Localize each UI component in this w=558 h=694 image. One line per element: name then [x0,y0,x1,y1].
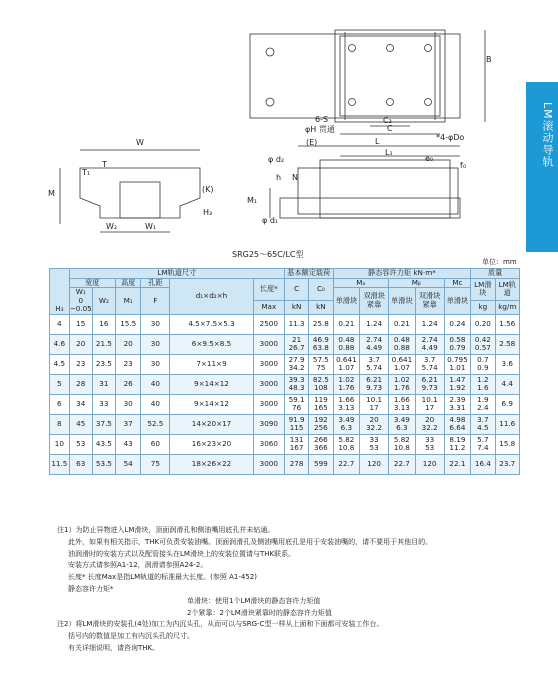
cell-W1: 23 [69,354,92,374]
table-row [50,374,520,394]
cell-W1: 63 [69,454,92,474]
cell-C0: 192 256 [309,414,333,434]
cell-lmb: 0.42 0.57 [471,334,495,354]
dim-e0: e₀ [425,154,434,163]
dim-T: T [102,160,107,169]
th-H3: H₃ [50,269,70,315]
cell-ma2: 3.7 5.74 [360,354,389,374]
note-1d: 安装方式请参照A1-12，润滑请参照A24-2。 [68,561,208,570]
cell-F: 30 [141,314,170,334]
th-single1: 单滑块 [333,288,360,315]
th-F: F [141,288,170,315]
cell-d: 6×9.5×8.5 [170,334,253,354]
cell-ma1: 1.02 1.76 [333,374,360,394]
cell-H3: 11.5 [50,454,70,474]
cell-C0: 599 [309,454,333,474]
cell-ma2: 1.24 [360,314,389,334]
th-load: 基本额定载荷 [284,269,333,279]
th-moment: 静态容许力矩 kN·m* [333,269,471,279]
table-row [50,334,520,354]
cell-M1: 23 [115,354,140,374]
th-MA: Mₐ [333,278,389,288]
cell-ma1: 0.641 1.07 [333,354,360,374]
cell-M1: 54 [115,454,140,474]
cell-M1: 43 [115,434,140,454]
spec-table [49,268,520,475]
cell-W2: 16 [92,314,115,334]
cell-H3: 8 [50,414,70,434]
cell-mb2: 20 32.2 [415,414,444,434]
label-holes-H: φH 贯通 [305,125,335,134]
cell-mb2: 33 53 [415,434,444,454]
dim-L: L [375,137,380,146]
cell-H3: 4.6 [50,334,70,354]
cell-mc: 8.19 11.2 [444,434,471,454]
cell-F: 40 [141,374,170,394]
cell-lmb: 5.7 7.4 [471,434,495,454]
cell-max: 3000 [253,354,284,374]
cell-C0: 82.5 108 [309,374,333,394]
cell-M1: 30 [115,394,140,414]
th-C: C [284,278,308,300]
cell-lmr: 11.6 [495,414,519,434]
cell-lmb: 0.20 [471,314,495,334]
th-double1: 双滑块紧靠 [360,288,389,315]
cell-d: 16×23×20 [170,434,253,454]
cell-mc: 22.1 [444,454,471,474]
cell-d: 9×14×12 [170,374,253,394]
cell-ma2: 120 [360,454,389,474]
dim-C: C [387,124,393,133]
cell-max: 2500 [253,314,284,334]
cell-F: 30 [141,334,170,354]
cell-mb1: 3.49 6.3 [389,414,416,434]
cell-mc: 0.24 [444,314,471,334]
cell-ma1: 1.66 3.13 [333,394,360,414]
th-lm-rail2: LM轨道 [495,278,519,300]
th-pitch: 孔距 [141,278,170,288]
unit-label: 单位：mm [482,258,517,266]
cell-F: 75 [141,454,170,474]
cell-M1: 37 [115,414,140,434]
cell-mc: 2.39 3.31 [444,394,471,414]
cell-lmr: 3.6 [495,354,519,374]
notes [57,525,527,655]
cell-mb2: 6.21 9.73 [415,374,444,394]
th-C0: C₀ [309,278,333,300]
cell-d: 9×14×12 [170,394,253,414]
cell-lmr: 15.8 [495,434,519,454]
dim-E: (E) [306,138,318,147]
cell-max: 3000 [253,374,284,394]
th-single3: 单滑块 [444,288,471,315]
cell-mb2: 1.24 [415,314,444,334]
note-1a: 注1）为防止异物进入LM滑块，顶面润滑孔和侧油嘴用底孔并未钻通。 [57,526,275,534]
th-d: d₁×d₂×h [170,278,253,314]
table-row [50,414,520,434]
dim-K: (K) [202,185,214,194]
cell-lmr: 1.56 [495,314,519,334]
cell-max: 3090 [253,414,284,434]
cell-max: 3000 [253,454,284,474]
figure-caption: SRG25～65C/LC型 [232,250,304,259]
cell-lmr: 2.58 [495,334,519,354]
cell-ma2: 6.21 9.73 [360,374,389,394]
note-1f: 静态容许力矩* [68,584,114,593]
th-lm-rail: LM轨道尺寸 [69,269,284,279]
cell-H3: 6 [50,394,70,414]
cell-C: 27.9 34.2 [284,354,308,374]
cell-W1: 28 [69,374,92,394]
th-kN1: kN [284,300,308,314]
cell-lmb: 16.4 [471,454,495,474]
cell-H3: 10 [50,434,70,454]
cell-W2: 43.5 [92,434,115,454]
note-2c: 有关详细说明，请咨询THK。 [68,643,160,652]
side-tab-label: LM滚动导轨 [541,102,554,168]
th-W2: W₂ [92,288,115,315]
cell-M1: 15.5 [115,314,140,334]
cell-M1: 26 [115,374,140,394]
cell-lmb: 1.9 2.4 [471,394,495,414]
cell-C: 278 [284,454,308,474]
th-length: 长度* [253,278,284,300]
cell-mc: 0.58 0.79 [444,334,471,354]
cell-W2: 53.5 [92,454,115,474]
label-Do: *4-φDo [436,133,465,142]
label-holes-S: 6-S [315,115,329,124]
cell-mc: 1.47 1.92 [444,374,471,394]
cell-mc: 4.98 6.64 [444,414,471,434]
dim-C2: C₂ [383,116,392,125]
cell-F: 30 [141,354,170,374]
cell-H3: 4 [50,314,70,334]
cell-ma2: 33 53 [360,434,389,454]
th-kN2: kN [309,300,333,314]
cell-mb1: 1.02 1.76 [389,374,416,394]
dim-h: h [276,173,282,182]
cell-d: 4.5×7.5×5.3 [170,314,253,334]
cell-F: 60 [141,434,170,454]
technical-drawing [40,10,520,245]
cell-W2: 33 [92,394,115,414]
cell-F: 40 [141,394,170,414]
note-1b: 此外，如果有相关指示，THK可负责安装油嘴。顶面润滑孔及侧油嘴用底孔是用于安装油嘴的，请不要用于其他目的。 [68,537,433,546]
cell-ma2: 10.1 17 [360,394,389,414]
cell-ma2: 20 32.2 [360,414,389,434]
th-width: 宽度 [69,278,115,288]
th-kgm: kg/m [495,300,519,314]
cell-ma1: 22.7 [333,454,360,474]
cell-F: 52.5 [141,414,170,434]
note-1e: 长度* 长度Max是指LM轨道的标准最大长度。(参照 A1-452) [68,573,257,582]
cell-W2: 23.5 [92,354,115,374]
cell-max: 3060 [253,434,284,454]
cell-ma2: 2.74 4.49 [360,334,389,354]
cell-mb2: 10.1 17 [415,394,444,414]
table-row [50,354,520,374]
cell-lmb: 3.7 4.5 [471,414,495,434]
cell-mb2: 2.74 4.49 [415,334,444,354]
dim-W2: W₂ [106,222,118,231]
table-row [50,454,520,474]
dim-d2: φ d₂ [268,155,285,164]
dim-B: B [486,55,492,64]
dim-d1: φ d₁ [262,216,279,225]
cell-W2: 31 [92,374,115,394]
note-2a: 注2）将LM滑块的安装孔(4处)加工为内沉头孔，从而可以与SRG-C型一样从上面和下面都可安装工作台。 [57,620,384,629]
dim-M: M [48,189,55,198]
cell-ma1: 5.82 10.8 [333,434,360,454]
cell-mb2: 3.7 5.74 [415,354,444,374]
dim-W1: W₁ [145,222,157,231]
dim-W: W [136,138,144,147]
cell-lmb: 0.7 0.9 [471,354,495,374]
cell-ma1: 3.49 6.3 [333,414,360,434]
cell-C0: 25.8 [309,314,333,334]
th-MC: Mc [444,278,471,288]
cell-d: 7×11×9 [170,354,253,374]
cell-C0: 46.9 63.8 [309,334,333,354]
dim-f0: f₀ [460,161,467,170]
cell-C: 91.9 115 [284,414,308,434]
dim-T1: T₁ [82,168,91,177]
cell-H3: 5 [50,374,70,394]
th-W1: W₁ 0 −0.05 [69,287,92,314]
cell-C: 11.3 [284,314,308,334]
th-max: Max [253,300,284,314]
cell-d: 14×20×17 [170,414,253,434]
cell-C: 21 26.7 [284,334,308,354]
cell-ma1: 0.21 [333,314,360,334]
note-1h: 2个紧靠：2个LM滑块紧靠时的静态容许力矩值 [187,608,332,617]
cell-W1: 15 [69,314,92,334]
th-MB: Mᵦ [389,278,445,288]
cell-W1: 34 [69,394,92,414]
dim-H3: H₃ [203,208,213,217]
th-double2: 双滑块紧靠 [415,288,444,315]
cell-ma1: 0.48 0.88 [333,334,360,354]
note-1g: 单滑块：使用1个LM滑块的静态容许力矩值 [187,596,321,605]
cell-W2: 37.5 [92,414,115,434]
table-row [50,314,520,334]
th-M1: M₁ [115,288,140,315]
cell-C0: 266 366 [309,434,333,454]
cell-C: 59.1 76 [284,394,308,414]
cell-W1: 20 [69,334,92,354]
cell-lmr: 4.4 [495,374,519,394]
note-1c: 油润滑时的安装方式以及配管接头在LM滑块上的安装位置请与THK联系。 [68,549,296,558]
cell-mb2: 120 [415,454,444,474]
cell-mb1: 1.66 3.13 [389,394,416,414]
dim-M1: M₁ [247,196,258,205]
cell-mb1: 0.21 [389,314,416,334]
th-height: 高度 [115,278,140,288]
cell-mb1: 22.7 [389,454,416,474]
cell-mb1: 0.641 1.07 [389,354,416,374]
table-row [50,394,520,414]
cell-H3: 4.5 [50,354,70,374]
th-kg: kg [471,300,495,314]
table-row [50,434,520,454]
cell-mc: 0.795 1.01 [444,354,471,374]
cell-mb1: 5.82 10.8 [389,434,416,454]
th-lm-block: LM滑块 [471,278,495,300]
cell-max: 3000 [253,334,284,354]
dim-N: N [292,173,298,182]
cell-W2: 21.5 [92,334,115,354]
cell-d: 18×26×22 [170,454,253,474]
cell-C: 39.3 48.3 [284,374,308,394]
th-single2: 单滑块 [389,288,416,315]
cell-lmr: 23.7 [495,454,519,474]
th-mass: 质量 [471,269,520,279]
cell-max: 3000 [253,394,284,414]
cell-M1: 20 [115,334,140,354]
dim-L1: L₁ [385,148,393,157]
cell-C0: 57.5 75 [309,354,333,374]
cell-C: 131 167 [284,434,308,454]
cell-lmr: 6.9 [495,394,519,414]
cell-mb1: 0.48 0.88 [389,334,416,354]
cell-lmb: 1.2 1.6 [471,374,495,394]
note-2b: 括号内的数值是加工有内沉头孔的尺寸。 [68,632,194,641]
cell-W1: 45 [69,414,92,434]
cell-C0: 119 165 [309,394,333,414]
cell-W1: 53 [69,434,92,454]
